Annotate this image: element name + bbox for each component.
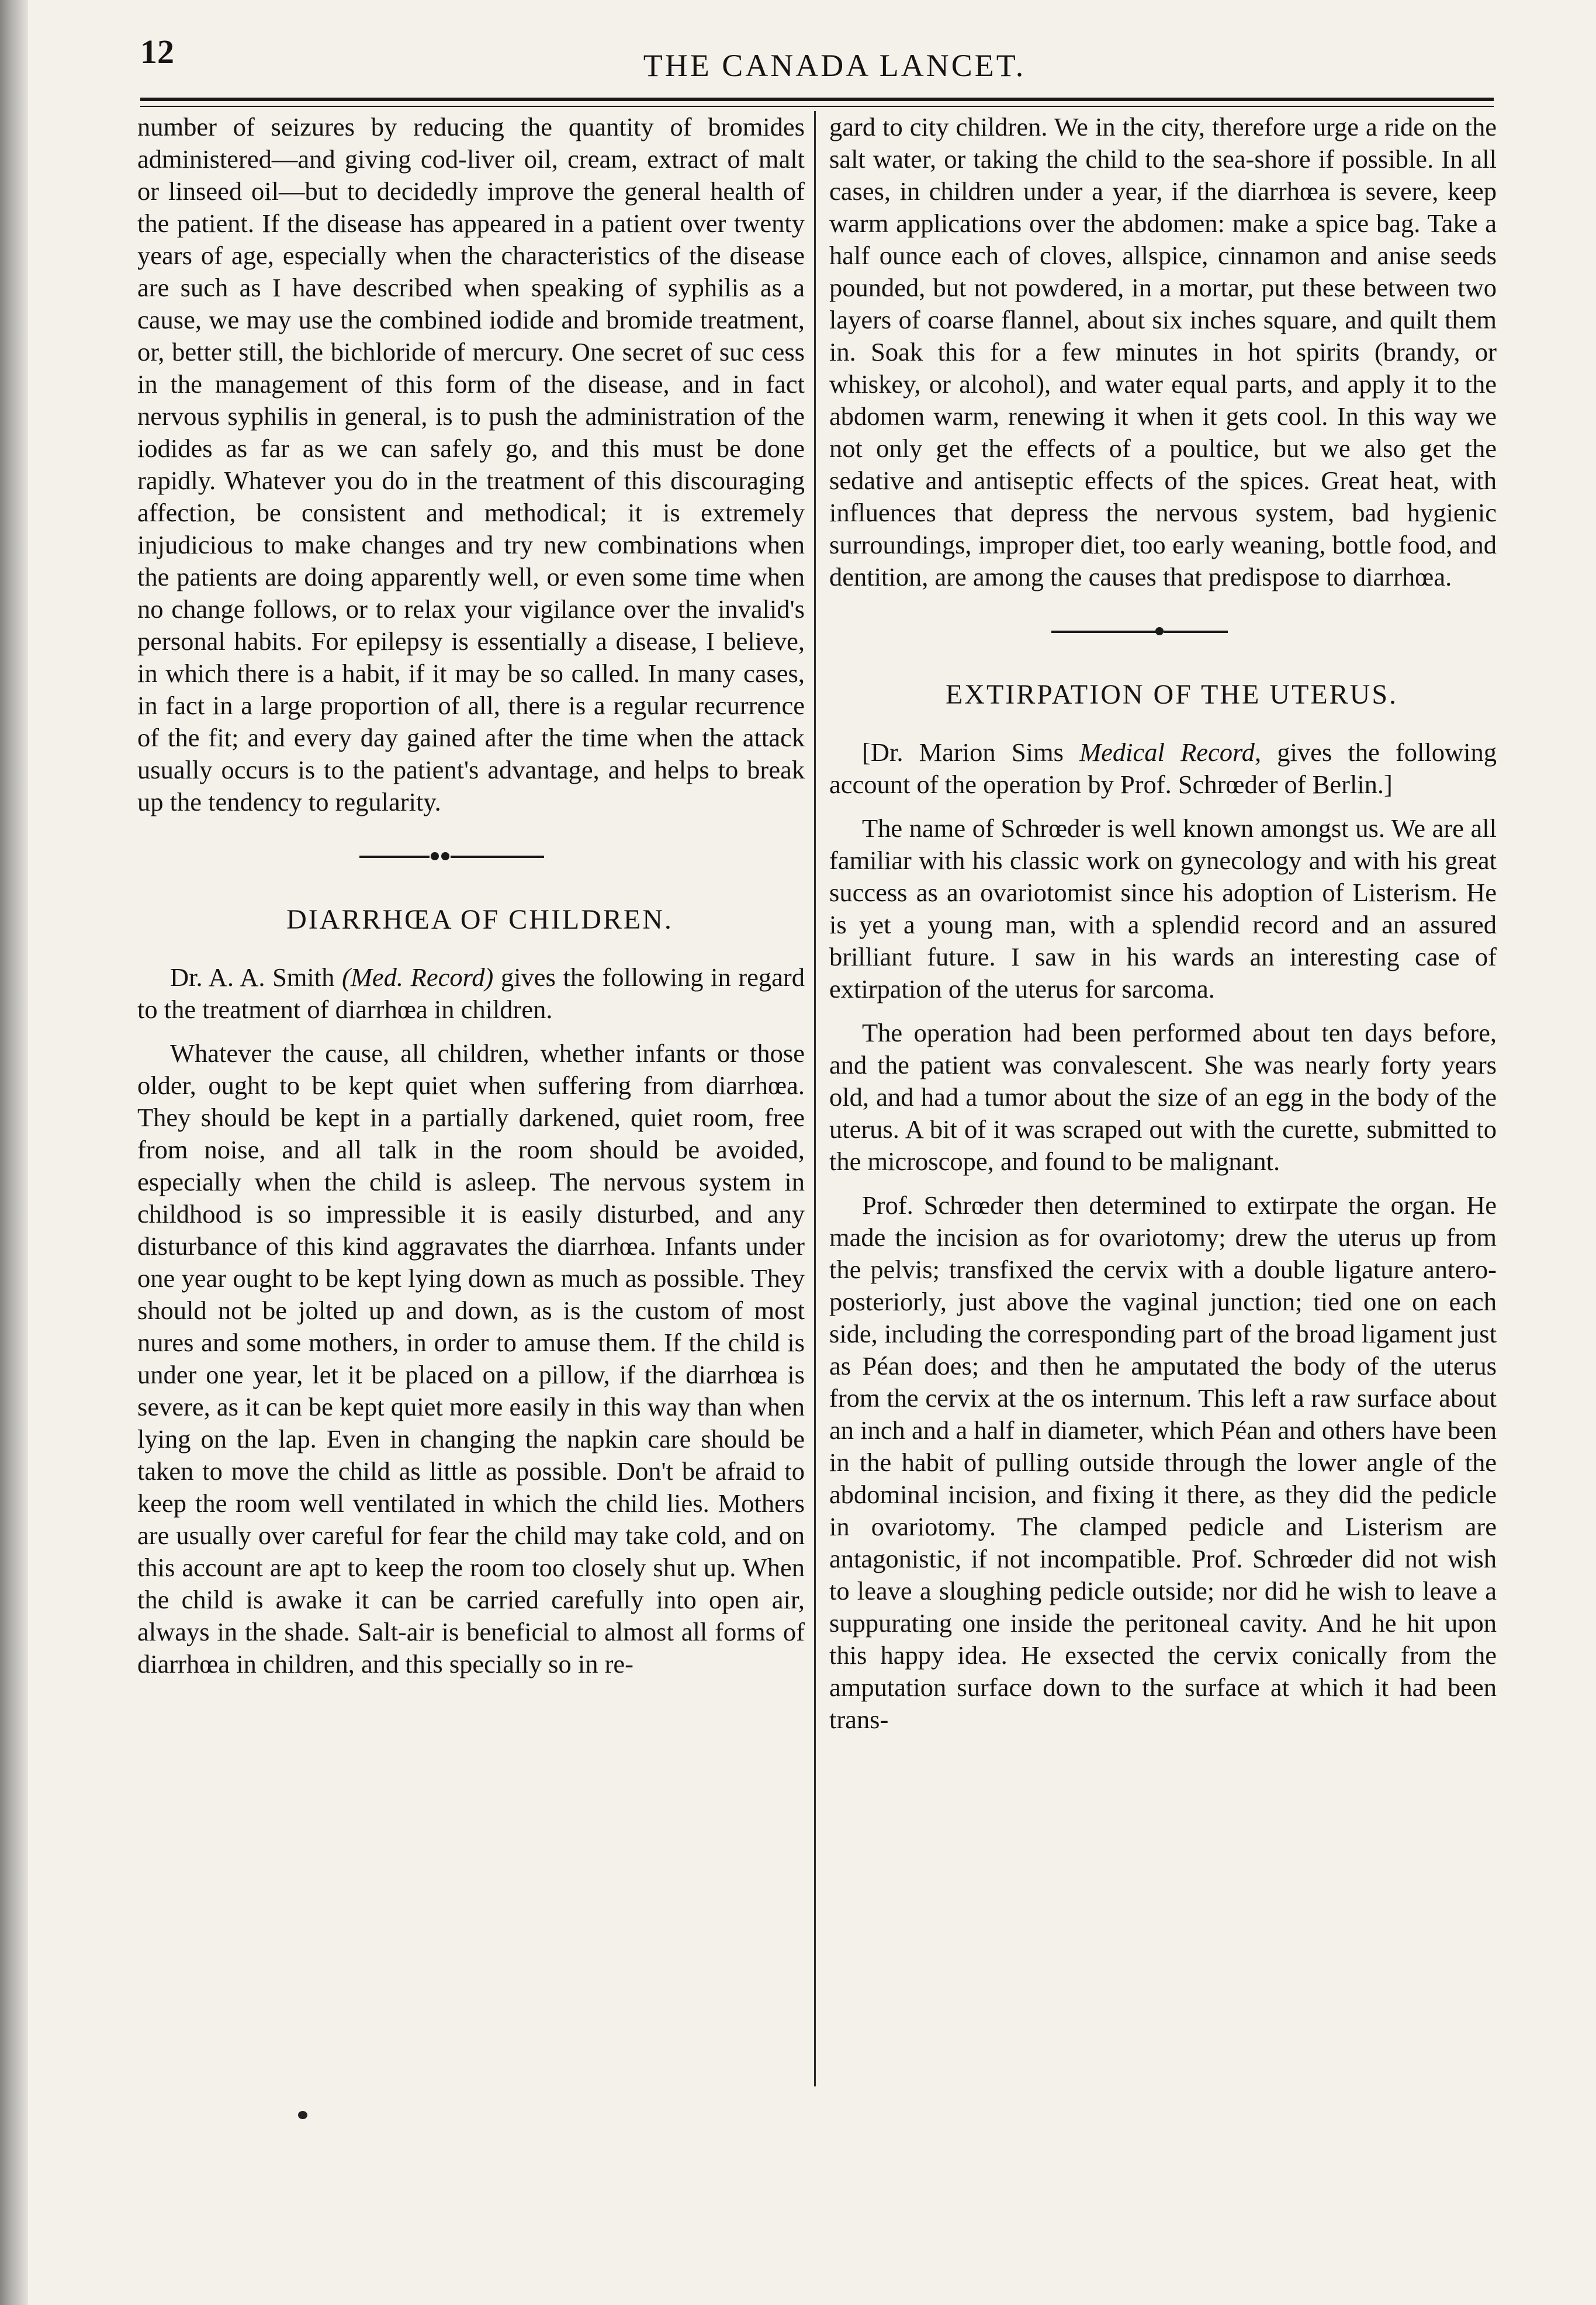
- heading-extirpation-of-the-uterus: EXTIRPATION OF THE UTERUS.: [945, 679, 1398, 710]
- separator-line-left: [359, 856, 430, 858]
- running-title: THE CANADA LANCET.: [643, 48, 1026, 83]
- note-source: Medical Record: [1079, 738, 1255, 767]
- column-divider: [814, 111, 816, 2086]
- intro-text-after: gives the following in regard to the treatment of diarrhœa in children.: [137, 963, 805, 1024]
- intro-source: (Med. Record): [342, 963, 494, 992]
- paragraph-prof-schroeder: Prof. Schrœder then determined to extirpate the organ. He made the incision as for ovariotomy; drew the uterus up from the pelvis; transfixed the cervix with a double ligature antero-posteriorly, just above the vaginal junction; tied one on each side, including the corresponding part of the broad ligament just as Péan does; and then he amputated the body of the uterus from the cervix at the os internum. This left a raw surface about an inch and a half in diameter, which Péan and others have been in the habit of pulling outside through the lower angle of the abdominal incision, and fixing it there, as they did the pedicle in ovariotomy. The clamped pedicle and Listerism are antagonistic, if not incompatible. Prof. Schrœder did not wish to leave a sloughing pedicle outside; nor did he wish to leave a suppurating one inside the peritoneal cavity. And he hit upon this happy idea. He exsected the cervix conically from the amputation surface down to the surface at which it had been trans-: [829, 1190, 1497, 1734]
- header-rule-thin: [140, 106, 1494, 107]
- intro-text-before: Dr. A. A. Smith: [170, 963, 342, 992]
- ink-mark: [298, 2111, 307, 2119]
- header-rule-thick: [140, 98, 1494, 101]
- paragraph-smith-intro: [137, 961, 805, 1026]
- paragraph-diarrhoea-continued: gard to city children. We in the city, therefore urge a ride on the salt water, or taking the child to the sea-shore if possible. In all cases, in children under a year, if the diarrhœa is severe, keep warm applications over the abdomen: make a spice bag. Take a half ounce each of cloves, allspice, cinnamon and anise seeds pounded, but not powdered, in a mortar, put these between two layers of coarse flannel, about six inches square, and quilt them in. Soak this for a few minutes in hot spirits (brandy, or whiskey, or alcohol), and water equal parts, and apply it to the abdomen warm, renewing it when it gets cool. In this way we not only get the effects of a poultice, but we also get the sedative and antiseptic effects of the spices. Great heat, with influences that depress the nervous system, bad hygienic surroundings, improper diet, too early weaning, bottle food, and dentition, are among the causes that predispose to diarrhœa.: [829, 112, 1497, 591]
- separator-line-left: [1051, 631, 1157, 633]
- paragraph-operation: The operation had been performed about ten days before, and the patient was convalescent. She was nearly forty years old, and had a tumor about the size of an egg in the body of the uterus. A bit of it was scraped out with the curette, submitted to the microscope, and found to be malignant.: [829, 1018, 1497, 1176]
- separator-line-right: [1164, 631, 1228, 633]
- separator-line-right: [451, 856, 544, 858]
- note-text-after: , gives the following account of the operation by Prof. Schrœder of Berlin.]: [829, 738, 1497, 799]
- heading-diarrhoea-of-children: DIARRHŒA OF CHILDREN.: [286, 904, 673, 935]
- separator-dot: [1155, 627, 1164, 635]
- page-header: [140, 32, 1494, 96]
- right-column: [829, 111, 1497, 1736]
- paragraph-editorial-note: [829, 736, 1497, 801]
- left-column: [137, 111, 805, 1680]
- page-edge-shadow: [0, 0, 28, 2305]
- paragraph-epilepsy-continued: number of seizures by reducing the quantity of bromides administered—and giving cod-liver oil, cream, extract of malt or linseed oil—but to decidedly improve the general health of the patient. If the disease has appeared in a patient over twenty years of age, especially when the characteristics of the disease are such as I have described when speaking of syphilis as a cause, we may use the combined iodide and bromide treatment, or, better still, the bichloride of mercury. One secret of suc cess in the management of this form of the disease, and in fact nervous syphilis in general, is to push the administration of the iodides as far as we can safely go, and this must be done rapidly. Whatever you do in the treatment of this discouraging affection, be consistent and methodical; it is extremely injudicious to make changes and try new combinations when the patients are doing apparently well, or even some time when no change follows, or to relax your vigilance over the invalid's personal habits. For epilepsy is essentially a disease, I believe, in which there is a habit, if it may be so called. In many cases, in fact in a large proportion of all, there is a regular recurrence of the fit; and every day gained after the time when the attack usually occurs is to the patient's advantage, and helps to break up the tendency to regularity.: [137, 112, 805, 816]
- section-separator: [137, 833, 805, 880]
- note-text-before: [Dr. Marion Sims: [862, 738, 1080, 767]
- paragraph-name-of-schroeder: The name of Schrœder is well known amongst us. We are all familiar with his classic work on gynecology and with his great success as an ovariotomist since his adoption of Listerism. He is yet a young man, with a splendid record and an assured brilliant future. I saw in his wards an interesting case of extirpation of the uterus for sarcoma.: [829, 814, 1497, 1003]
- paragraph-whatever-the-cause: Whatever the cause, all children, whether infants or those older, ought to be kept quiet when suffering from diarrhœa. They should be kept in a partially darkened, quiet room, free from noise, and all talk in the room should be avoided, especially when the child is asleep. The nervous system in childhood is so impressible it is easily disturbed, and any disturbance of this kind aggravates the diarrhœa. Infants under one year ought to be kept lying down as much as possible. They should not be jolted up and down, as is the custom of most nures and some mothers, in order to amuse them. If the child is under one year, let it be placed on a pillow, if the diarrhœa is severe, as it can be kept quiet more easily in this way than when lying on the lap. Even in changing the napkin care should be taken to move the child as little as possible. Don't be afraid to keep the room well ventilated in which the child lies. Mothers are usually over careful for fear the child may take cold, and on this account are apt to keep the room too closely shut up. When the child is awake it can be carried carefully into open air, always in the shade. Salt-air is beneficial to almost all forms of diarrhœa in children, and this specially so in re-: [137, 1039, 805, 1678]
- separator-dot: [431, 852, 439, 860]
- section-separator: [829, 608, 1497, 655]
- separator-dot: [441, 852, 449, 860]
- page-number: 12: [140, 33, 174, 71]
